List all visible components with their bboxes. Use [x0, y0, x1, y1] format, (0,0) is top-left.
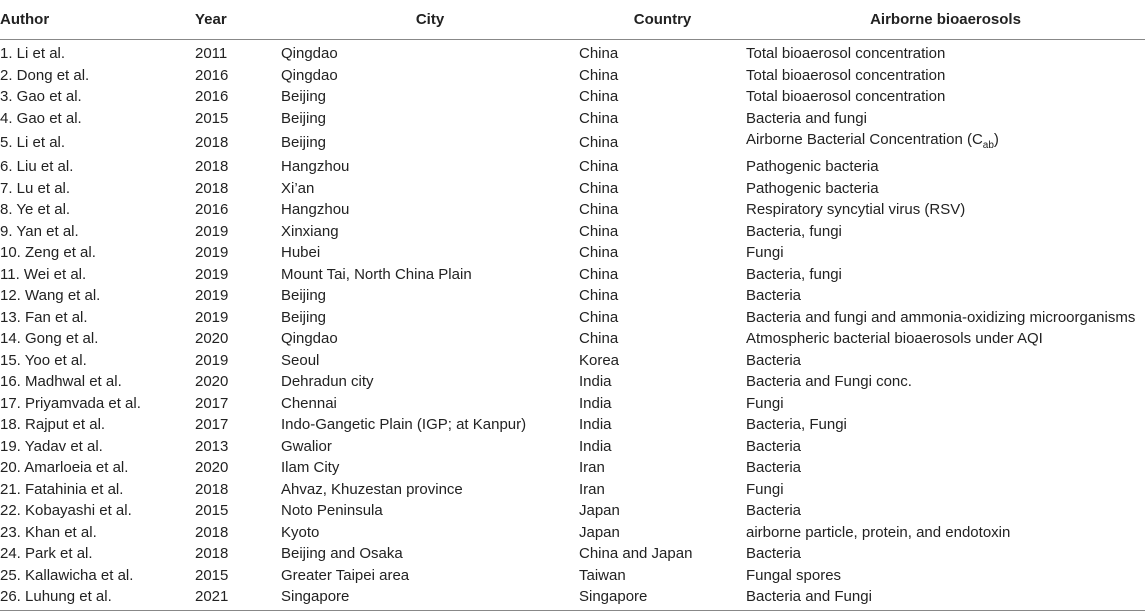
cell-year: 2019 — [195, 287, 229, 305]
table-row — [0, 242, 1145, 264]
cell-author: 7. Lu et al. — [0, 179, 71, 197]
cell-year: 2018 — [195, 545, 229, 563]
table-row — [0, 108, 1145, 130]
table-row — [0, 522, 1145, 544]
cell-author: 24. Park et al. — [0, 545, 93, 563]
cell-year: 2013 — [195, 437, 229, 455]
cell-city: Xi’an — [281, 179, 315, 197]
table-row — [0, 350, 1145, 372]
cell-author: 2. Dong et al. — [0, 66, 90, 84]
cell-bioaerosols: Respiratory syncytial virus (RSV) — [746, 201, 966, 219]
cell-bioaerosols: Bacteria, fungi — [746, 222, 842, 240]
table-row — [0, 328, 1145, 350]
cell-author: 3. Gao et al. — [0, 88, 82, 106]
cell-bioaerosols: Bacteria, Fungi — [746, 416, 847, 434]
cell-year: 2016 — [195, 66, 229, 84]
table-row — [0, 500, 1145, 522]
cell-country: China — [579, 45, 619, 63]
cell-author: 16. Madhwal et al. — [0, 373, 122, 391]
cell-country: Iran — [579, 459, 605, 477]
cell-year: 2015 — [195, 566, 229, 584]
cell-bioaerosols: Fungal spores — [746, 566, 842, 584]
cell-country: China — [579, 66, 619, 84]
cell-year: 2021 — [195, 586, 281, 610]
cell-year: 2015 — [195, 502, 229, 520]
table-row — [0, 457, 1145, 479]
cell-bioaerosols: Pathogenic bacteria — [746, 179, 879, 197]
cell-author: 23. Khan et al. — [0, 523, 97, 541]
cell-year: 2019 — [195, 308, 229, 326]
cell-city: Kyoto — [281, 523, 320, 541]
cell-author: 25. Kallawicha et al. — [0, 566, 134, 584]
cell-year: 2018 — [195, 134, 229, 151]
cell-author: 11. Wei et al. — [0, 265, 87, 283]
table-row — [0, 199, 1145, 221]
cell-city: Beijing and Osaka — [281, 545, 403, 563]
cell-bioaerosols: Fungi — [746, 244, 784, 262]
cell-year: 2016 — [195, 88, 229, 106]
cell-author: 15. Yoo et al. — [0, 351, 87, 369]
cell-year: 2018 — [195, 523, 229, 541]
cell-author: 26. Luhung et al. — [0, 586, 195, 610]
cell-author: 20. Amarloeia et al. — [0, 459, 129, 477]
cell-author: 1. Li et al. — [0, 45, 66, 63]
cell-author: 10. Zeng et al. — [0, 244, 96, 262]
cell-city: Qingdao — [281, 45, 338, 63]
cell-country: India — [579, 373, 612, 391]
cell-country: China — [579, 330, 619, 348]
cell-city: Beijing — [281, 134, 327, 151]
cell-city: Hubei — [281, 244, 321, 262]
cell-country: Singapore — [579, 586, 746, 610]
cell-year: 2018 — [195, 179, 229, 197]
table-row — [0, 543, 1145, 565]
cell-city: Seoul — [281, 351, 320, 369]
cell-bioaerosols: Bacteria, fungi — [746, 265, 842, 283]
cell-city: Beijing — [281, 109, 327, 127]
cell-city: Ahvaz, Khuzestan province — [281, 480, 463, 498]
cell-country: Iran — [579, 480, 605, 498]
cell-year: 2020 — [195, 330, 229, 348]
cell-city: Hangzhou — [281, 201, 350, 219]
cell-author: 14. Gong et al. — [0, 330, 99, 348]
cell-bioaerosols — [746, 129, 1145, 156]
cell-country: India — [579, 437, 612, 455]
cell-city: Greater Taipei area — [281, 566, 410, 584]
cell-city: Qingdao — [281, 330, 338, 348]
cell-year: 2019 — [195, 351, 229, 369]
cell-country: China — [579, 287, 619, 305]
cell-bioaerosols: Bacteria — [746, 351, 802, 369]
bio-text-after: ) — [993, 131, 999, 148]
cell-year: 2018 — [195, 480, 229, 498]
cell-author: 6. Liu et al. — [0, 158, 74, 176]
cell-year: 2017 — [195, 394, 229, 412]
table-row — [0, 393, 1145, 415]
cell-bioaerosols: Fungi — [746, 394, 784, 412]
cell-author: 8. Ye et al. — [0, 201, 71, 219]
cell-bioaerosols: airborne particle, protein, and endotoxin — [746, 523, 1011, 541]
cell-city: Singapore — [281, 586, 579, 610]
cell-author: 9. Yan et al. — [0, 222, 79, 240]
table-row — [0, 40, 1145, 65]
table-row — [0, 586, 1145, 610]
cell-city: Gwalior — [281, 437, 332, 455]
cell-country: Japan — [579, 502, 620, 520]
cell-bioaerosols: Bacteria and fungi and ammonia-oxidizing microorganisms — [746, 308, 1136, 326]
cell-country: China — [579, 222, 619, 240]
cell-year: 2017 — [195, 416, 229, 434]
cell-country: China — [579, 134, 619, 151]
header-city: City — [281, 0, 579, 40]
cell-country: China — [579, 158, 619, 176]
table-row — [0, 86, 1145, 108]
cell-year: 2020 — [195, 373, 229, 391]
cell-author: 12. Wang et al. — [0, 287, 101, 305]
cell-author: 5. Li et al. — [0, 134, 66, 151]
table-row — [0, 307, 1145, 329]
table-row — [0, 371, 1145, 393]
cell-year: 2019 — [195, 222, 229, 240]
cell-author: 22. Kobayashi et al. — [0, 502, 132, 520]
cell-year: 2018 — [195, 158, 229, 176]
cell-bioaerosols: Bacteria — [746, 545, 802, 563]
cell-country: China and Japan — [579, 545, 693, 563]
cell-bioaerosols: Total bioaerosol concentration — [746, 88, 946, 106]
bio-text: Airborne Bacterial Concentration (C — [746, 131, 983, 148]
header-author: Author — [0, 0, 195, 40]
table-row — [0, 221, 1145, 243]
header-row — [0, 0, 1145, 40]
cell-city: Indo-Gangetic Plain (IGP; at Kanpur) — [281, 416, 527, 434]
cell-city: Beijing — [281, 287, 327, 305]
cell-country: Korea — [579, 351, 620, 369]
table-row — [0, 65, 1145, 87]
cell-city: Noto Peninsula — [281, 502, 383, 520]
cell-city: Beijing — [281, 308, 327, 326]
cell-bioaerosols: Bacteria and Fungi conc. — [746, 373, 912, 391]
cell-country: China — [579, 179, 619, 197]
header-country: Country — [579, 0, 746, 40]
cell-country: China — [579, 109, 619, 127]
table-header — [0, 0, 1145, 40]
cell-country: Japan — [579, 523, 620, 541]
cell-bioaerosols: Fungi — [746, 480, 784, 498]
cell-author: 4. Gao et al. — [0, 109, 82, 127]
cell-country: China — [579, 244, 619, 262]
cell-bioaerosols: Bacteria and fungi — [746, 109, 867, 127]
cell-city: Ilam City — [281, 459, 340, 477]
cell-city: Dehradun city — [281, 373, 374, 391]
cell-bioaerosols: Atmospheric bacterial bioaerosols under AQI — [746, 330, 1043, 348]
cell-country: China — [579, 265, 619, 283]
cell-bioaerosols: Bacteria — [746, 437, 802, 455]
cell-country: China — [579, 88, 619, 106]
cell-bioaerosols: Total bioaerosol concentration — [746, 45, 946, 63]
cell-author: 17. Priyamvada et al. — [0, 394, 141, 412]
table-row — [0, 178, 1145, 200]
header-year: Year — [195, 0, 281, 40]
cell-bioaerosols: Pathogenic bacteria — [746, 158, 879, 176]
bio-subscript: ab — [982, 140, 994, 151]
cell-country: Taiwan — [579, 566, 626, 584]
cell-year: 2020 — [195, 459, 229, 477]
cell-city: Qingdao — [281, 66, 338, 84]
cell-author: 21. Fatahinia et al. — [0, 480, 124, 498]
cell-country: India — [579, 416, 612, 434]
table-row — [0, 156, 1145, 178]
header-bioaerosols: Airborne bioaerosols — [746, 0, 1145, 40]
table-row — [0, 436, 1145, 458]
cell-country: China — [579, 201, 619, 219]
cell-country: India — [579, 394, 612, 412]
table-row — [0, 129, 1145, 156]
table-row — [0, 565, 1145, 587]
cell-year: 2015 — [195, 109, 229, 127]
cell-bioaerosols: Total bioaerosol concentration — [746, 66, 946, 84]
cell-year: 2019 — [195, 265, 229, 283]
cell-year: 2011 — [195, 45, 228, 63]
cell-city: Mount Tai, North China Plain — [281, 265, 472, 283]
cell-bioaerosols: Bacteria — [746, 502, 802, 520]
cell-bioaerosols: Bacteria — [746, 459, 802, 477]
cell-city: Hangzhou — [281, 158, 350, 176]
cell-city: Beijing — [281, 88, 327, 106]
cell-city: Xinxiang — [281, 222, 339, 240]
table-row — [0, 264, 1145, 286]
cell-author: 18. Rajput et al. — [0, 416, 106, 434]
cell-bioaerosols: Bacteria and Fungi — [746, 586, 1145, 610]
table-body — [0, 40, 1145, 611]
table-row — [0, 479, 1145, 501]
cell-author: 19. Yadav et al. — [0, 437, 103, 455]
cell-year: 2019 — [195, 244, 229, 262]
cell-city: Chennai — [281, 394, 337, 412]
cell-year: 2016 — [195, 201, 229, 219]
table-row — [0, 285, 1145, 307]
cell-country: China — [579, 308, 619, 326]
cell-bioaerosols: Bacteria — [746, 287, 802, 305]
cell-author: 13. Fan et al. — [0, 308, 88, 326]
table-row — [0, 414, 1145, 436]
